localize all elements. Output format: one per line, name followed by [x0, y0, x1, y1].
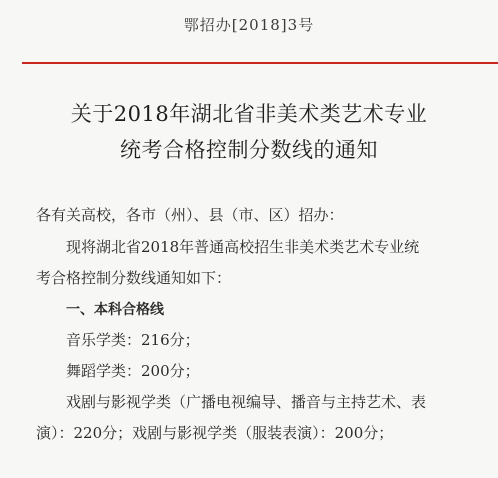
title-line-2: 统考合格控制分数线的通知 [120, 138, 378, 162]
title-line-1: 关于2018年湖北省非美术类艺术专业 [70, 102, 428, 126]
list-item-drama-line-2: 演）：220分；戏剧与影视学类（服装表演）：200分； [36, 424, 394, 442]
intro-paragraph [36, 232, 486, 294]
red-divider-line [22, 62, 498, 64]
section-heading-text: 一、本科合格线 [66, 302, 164, 318]
list-item-drama-line-1: 戏剧与影视学类（广播电视编导、播音与主持艺术、表 [66, 393, 427, 411]
salutation: 各有关高校，各市（州）、县（市、区）招办： [36, 206, 344, 224]
intro-paragraph-line-1: 现将湖北省2018年普通高校招生非美术类艺术专业统 [66, 238, 420, 256]
intro-paragraph-line-2: 考合格控制分数线通知如下： [36, 269, 232, 287]
document-number: 鄂招办[2018]3号 [183, 16, 315, 34]
section-heading [36, 294, 486, 326]
document-title [0, 96, 498, 168]
list-item-music: 音乐学类：216分； [66, 331, 200, 349]
list-item-dance: 舞蹈学类：200分； [66, 362, 200, 380]
score-list [36, 325, 486, 449]
